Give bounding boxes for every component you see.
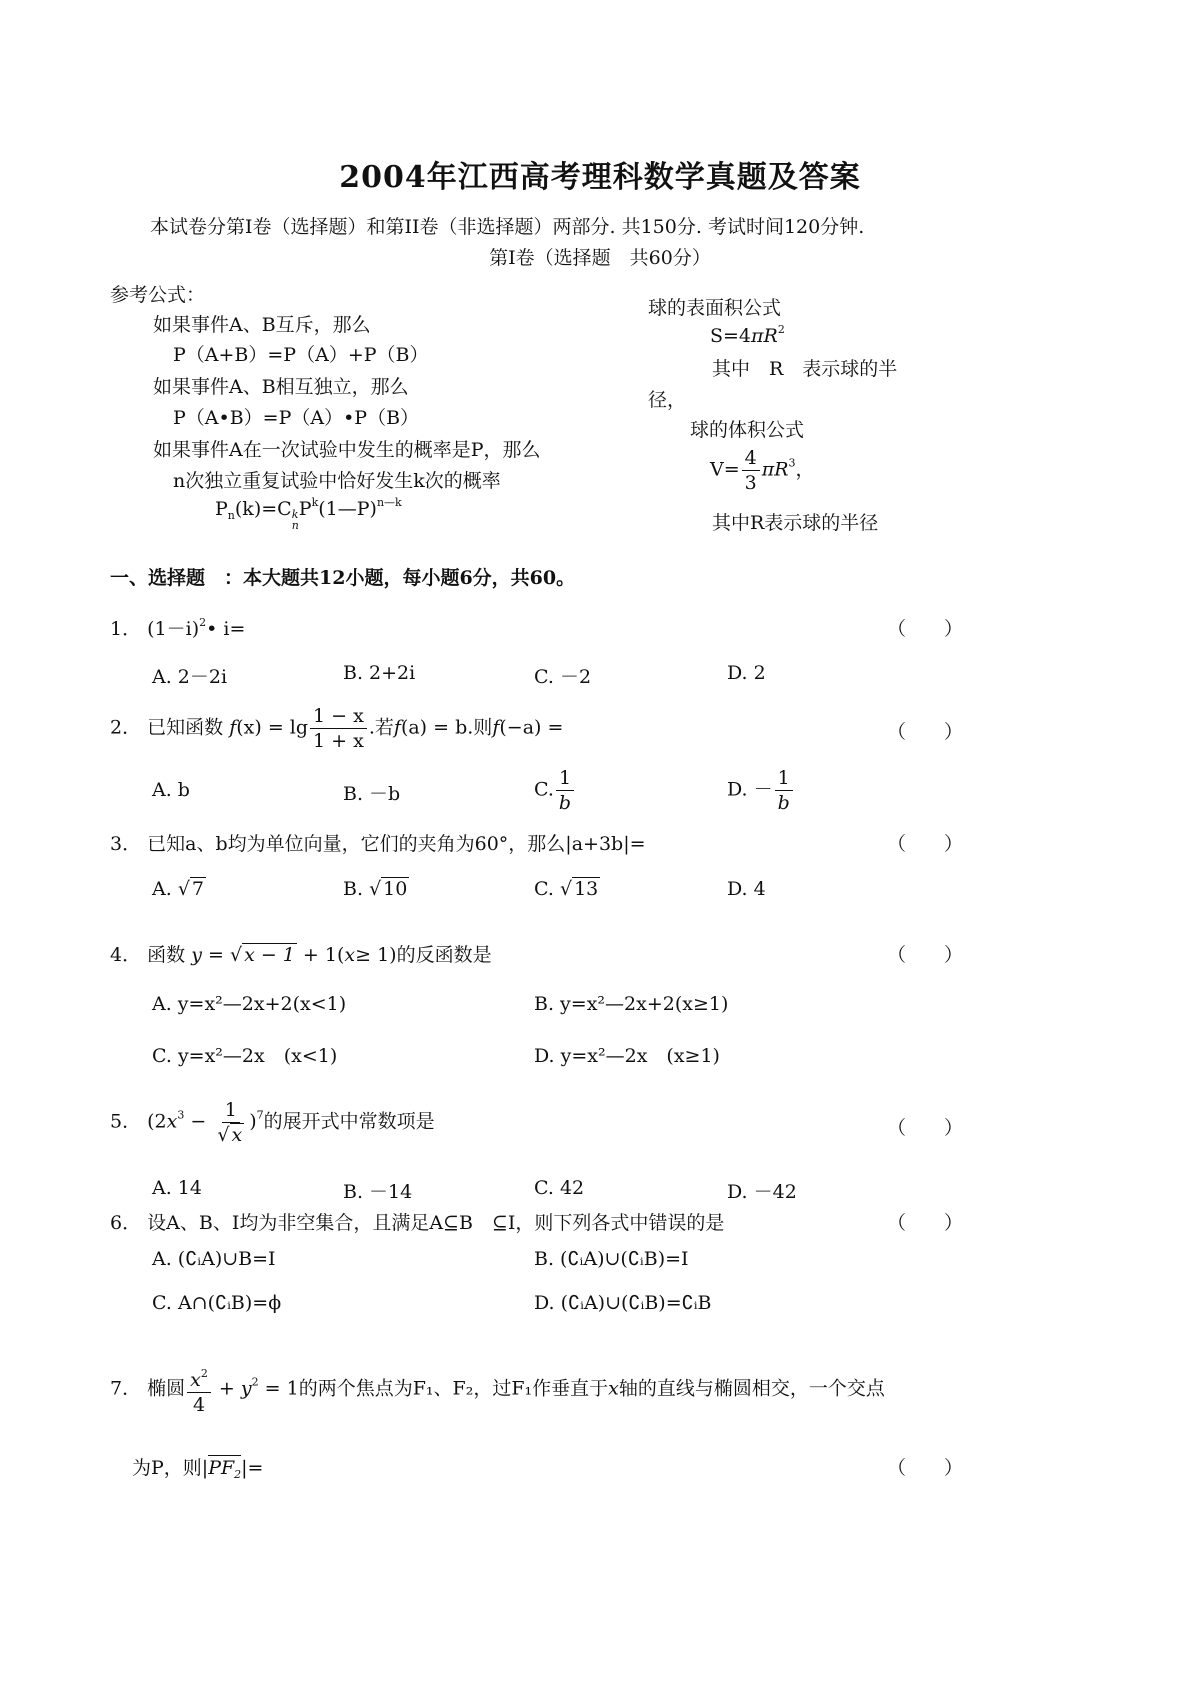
exam-intro: 本试卷分第Ⅰ卷（选择题）和第II卷（非选择题）两部分. 共150分. 考试时间120分钟. xyxy=(150,216,865,238)
answer-blank: （ ） xyxy=(887,833,964,855)
question-7: 7． 椭圆 $\frac{x^2}{4}$ + $y^2 = 1$的两个焦点为F₁、F₂，过F₁作垂直于x轴的直线与椭圆相交，一个交点 xyxy=(110,1362,885,1417)
answer-blank: （ ） xyxy=(887,1212,964,1234)
sphere-area-heading: 球的表面积公式 xyxy=(648,297,782,319)
formula-line: n次独立重复试验中恰好发生k次的概率 xyxy=(173,470,501,492)
sphere-area-formula: $S=4\pi R^2$ xyxy=(710,323,785,347)
option-d: D. －42 xyxy=(727,1181,797,1203)
option-c: C. －2 xyxy=(534,666,592,688)
answer-blank: （ ） xyxy=(887,618,964,640)
option-b: B. (∁ᵢA)∪(∁ᵢB)=I xyxy=(534,1248,689,1270)
answer-blank: （ ） xyxy=(887,721,964,743)
formula-line: 其中R表示球的半径 xyxy=(712,512,879,534)
sphere-volume-formula: V= $\frac{4}{3}$ $\pi R^3$， xyxy=(710,447,815,494)
question-5: 5． ($2x^3$ − $\frac{1}{√ x}$ )$^7$的展开式中常数项是 xyxy=(110,1099,435,1146)
answer-blank: （ ） xyxy=(887,1117,964,1139)
formula-line: 如果事件A、B相互独立，那么 xyxy=(153,376,409,398)
option-d: D. － $\frac{1}{b}$ xyxy=(727,766,795,815)
question-1: 1． $(1-i)^2•$ i= xyxy=(110,616,246,640)
formula-line: 如果事件A、B互斥，那么 xyxy=(153,314,371,336)
option-b: B. y=x²—2x+2(x≥1) xyxy=(534,993,729,1015)
formula-line: 其中 R 表示球的半 xyxy=(712,358,898,380)
option-b: B. √ 10 xyxy=(343,878,408,900)
option-b: B. －b xyxy=(343,783,401,805)
question-2: 2． 已知函数 f(x) = lg $\frac{1 - x}{1 + x}$ .若f(a) = b.则f(−a) = xyxy=(110,705,564,752)
option-a: A. 14 xyxy=(152,1177,202,1199)
option-b: B. 2+2i xyxy=(343,662,416,684)
option-a: A. 2－2i xyxy=(152,666,228,688)
formula-line: 径， xyxy=(648,389,687,411)
formula-line: P（A+B）=P（A）+P（B） xyxy=(173,344,429,366)
page-title: 2004年江西高考理科数学真题及答案 xyxy=(339,160,861,195)
option-c: C. √ 13 xyxy=(534,878,599,900)
option-a: A. y=x²—2x+2(x<1) xyxy=(152,993,347,1015)
option-b: B. －14 xyxy=(343,1181,413,1203)
option-d: D. 2 xyxy=(727,662,766,684)
option-a: A. (∁ᵢA)∪B=I xyxy=(152,1248,276,1270)
option-c: C. 42 xyxy=(534,1177,585,1199)
option-c: C. $\frac{1}{b}$ xyxy=(534,766,576,815)
option-a: A. b xyxy=(152,779,190,801)
formula-line: 如果事件A在一次试验中发生的概率是P，那么 xyxy=(153,439,541,461)
question-4: 4． 函数 y = √ x − 1 + 1(x≥ 1)的反函数是 xyxy=(110,944,492,966)
part-heading: 第Ⅰ卷（选择题 共60分） xyxy=(489,247,711,269)
binomial-formula: $P_n(k)=C$ k n $P^k(1—P)^{n—k}$ xyxy=(215,496,402,532)
option-c: C. A∩(∁ᵢB)=ϕ xyxy=(152,1292,282,1314)
section-heading: 一、选择题 ：本大题共12小题，每小题6分，共60。 xyxy=(110,567,576,589)
answer-blank: （ ） xyxy=(887,1457,964,1479)
option-d: D. (∁ᵢA)∪(∁ᵢB)=∁ᵢB xyxy=(534,1292,712,1314)
option-c: C. y=x²—2x (x<1) xyxy=(152,1045,338,1067)
formula-line: P（A•B）=P（A）•P（B） xyxy=(173,407,420,429)
question-7-line2: 为P，则$|PF_2|=$ xyxy=(132,1457,264,1481)
sphere-volume-heading: 球的体积公式 xyxy=(690,419,805,441)
option-d: D. y=x²—2x (x≥1) xyxy=(534,1045,720,1067)
answer-blank: （ ） xyxy=(887,944,964,966)
option-a: A. √ 7 xyxy=(152,878,205,900)
option-d: D. 4 xyxy=(727,878,766,900)
question-6: 6． 设A、B、I均为非空集合，且满足A⊆B ⊆I，则下列各式中错误的是 xyxy=(110,1212,725,1234)
formula-heading: 参考公式： xyxy=(110,284,206,306)
question-3: 3． 已知a、b均为单位向量，它们的夹角为60°，那么|a+3b|= xyxy=(110,833,646,855)
